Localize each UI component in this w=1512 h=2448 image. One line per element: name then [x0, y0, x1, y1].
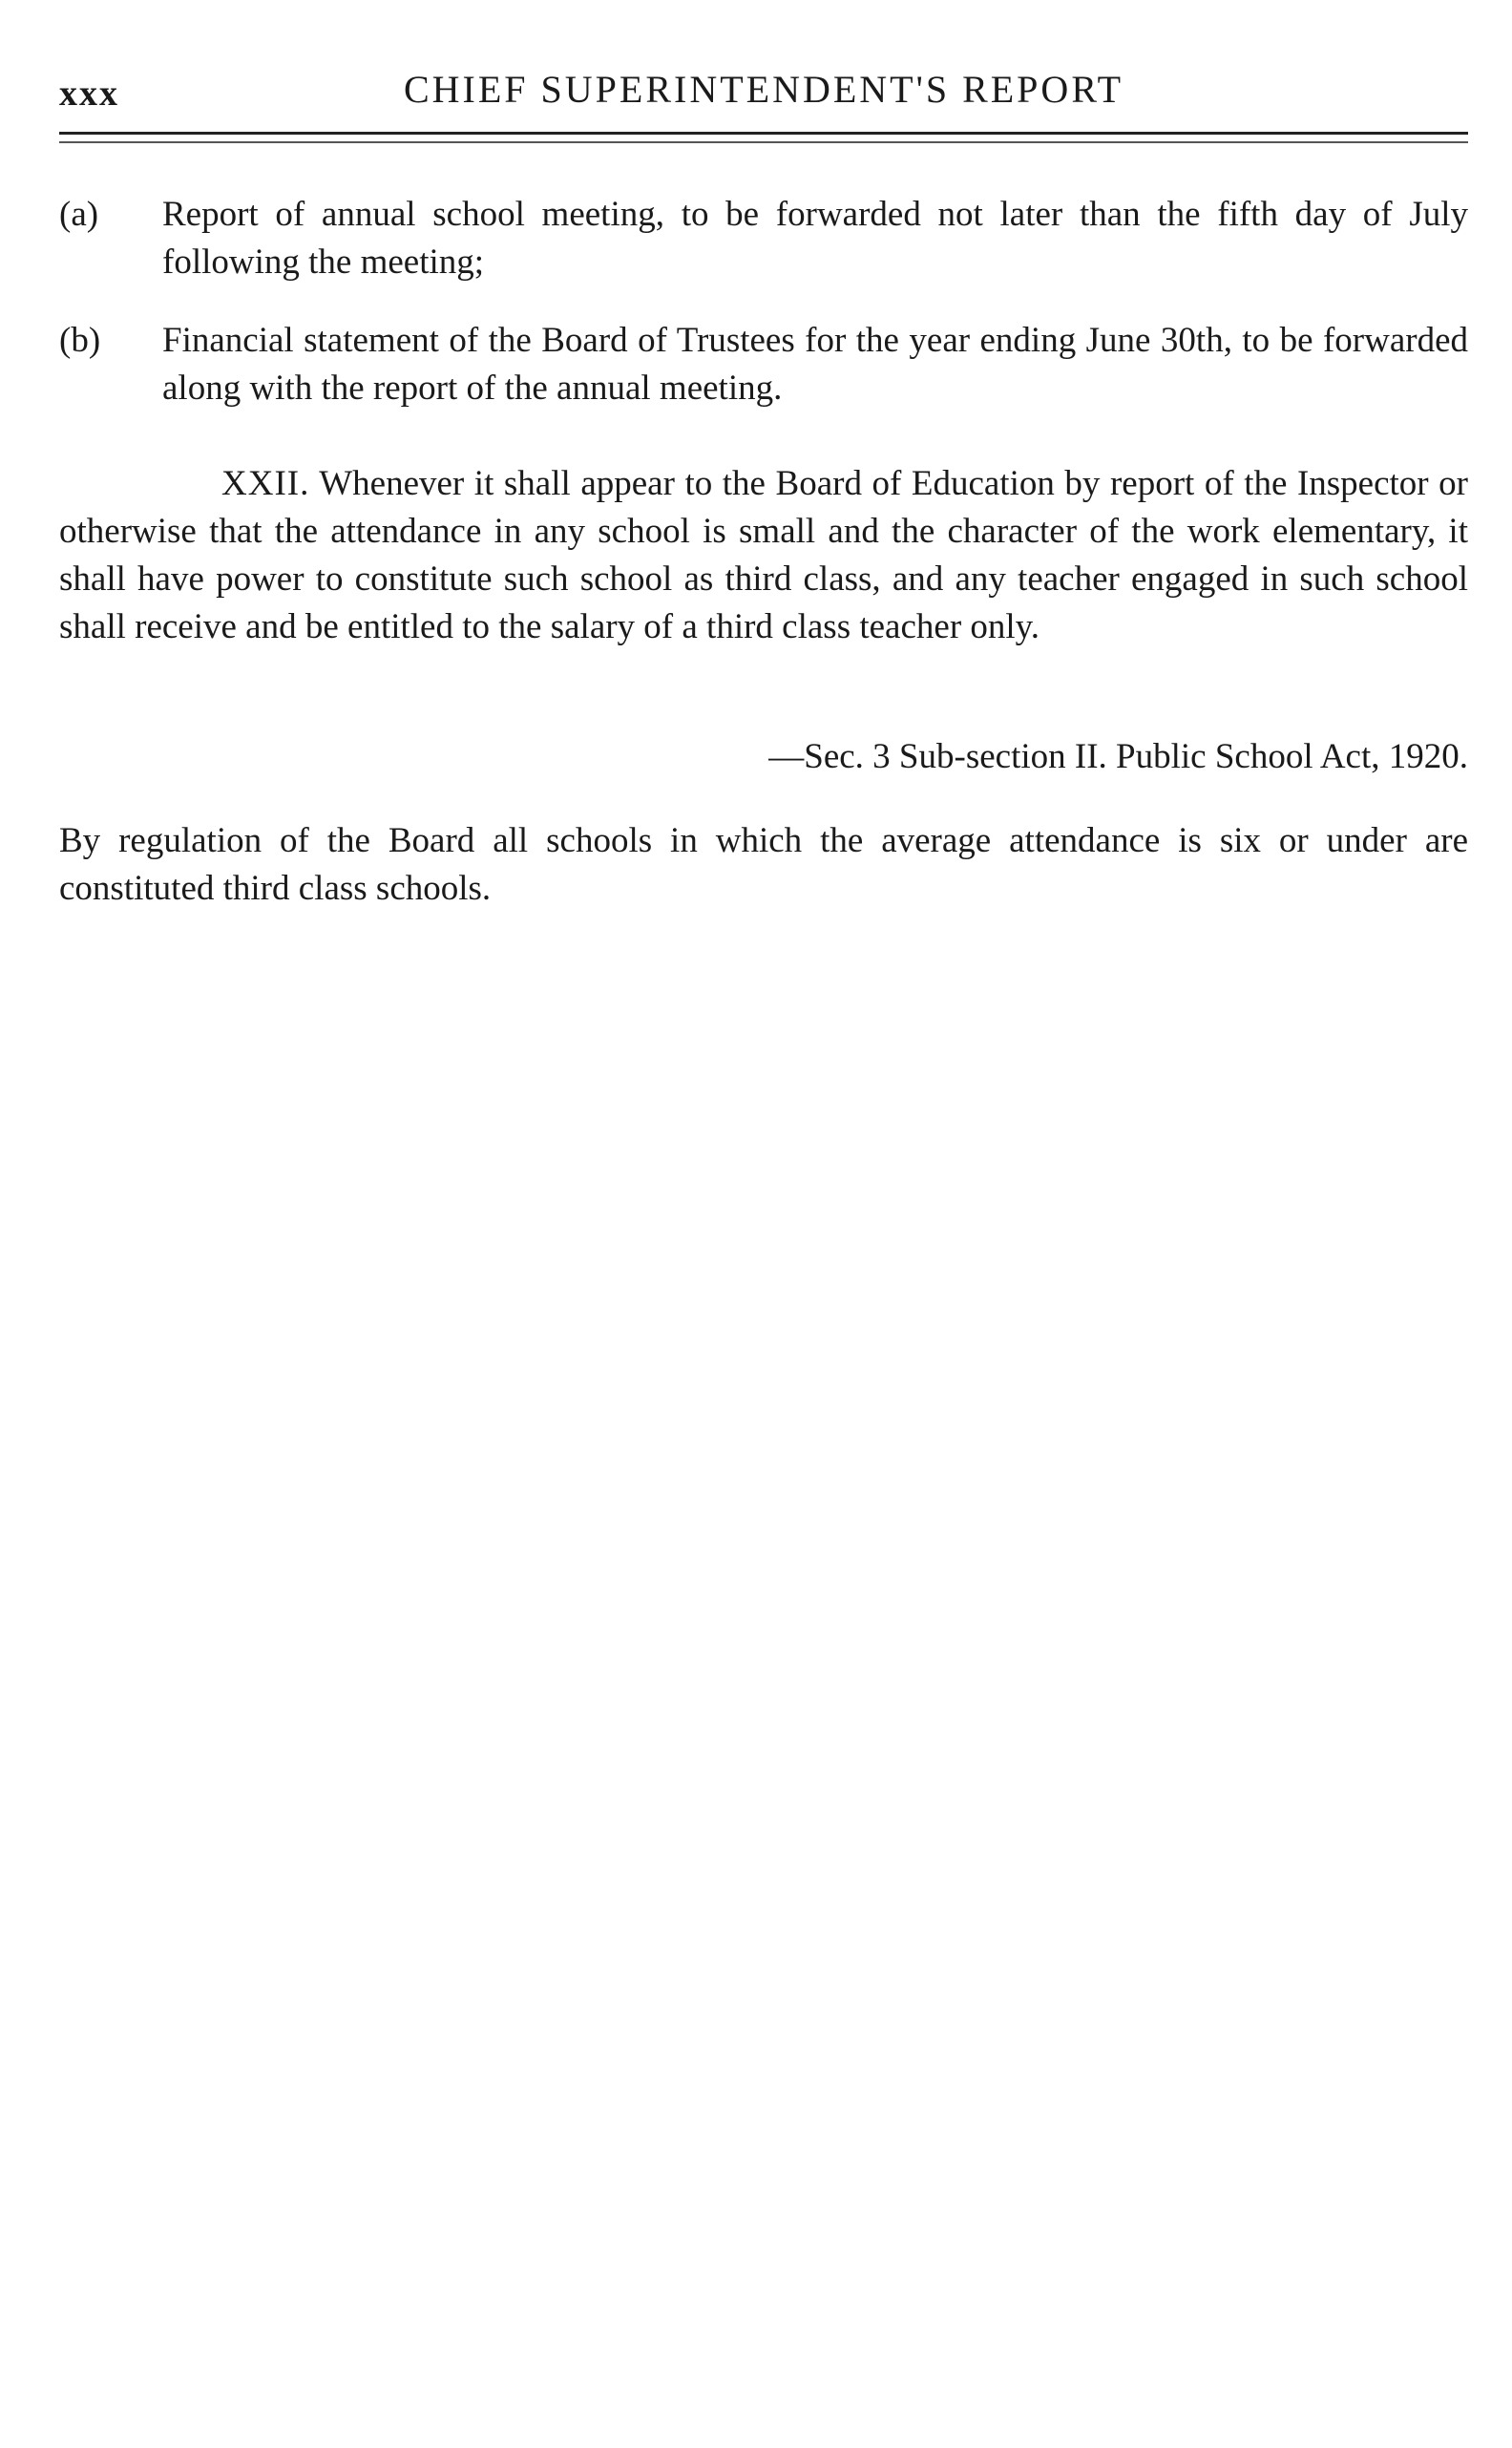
section-number: XXII.: [221, 464, 310, 503]
list-item-text: Report of annual school meeting, to be forwarded not later than the fifth day of July following the meeting;: [162, 195, 1468, 282]
regulation-paragraph: By regulation of the Board all schools in which the average attendance is six or under are constituted third class schools.: [59, 821, 1468, 908]
statute-citation: —Sec. 3 Sub-section II. Public School Act, 1920.: [768, 737, 1468, 776]
page-header: [59, 63, 1468, 120]
page-number: xxx: [59, 74, 119, 114]
list-item-label: (a): [59, 195, 99, 234]
section-text: Whenever it shall appear to the Board of Education by report of the Inspector or otherwise that the attendance in any school is small and the character of the work elementary, it shall have power to constitute such school as third class, and any teacher engaged in such school shall receive and be entitled to the salary of a third class teacher only.: [59, 464, 1468, 646]
running-head: CHIEF SUPERINTENDENT'S REPORT: [403, 68, 1124, 111]
section-xxii-paragraph: [59, 460, 1468, 651]
header-rule: [59, 132, 1468, 143]
list-item-text: Financial statement of the Board of Trustees for the year ending June 30th, to be forwarded along with the report of the annual meeting.: [162, 321, 1468, 408]
list-item-label: (b): [59, 321, 101, 360]
